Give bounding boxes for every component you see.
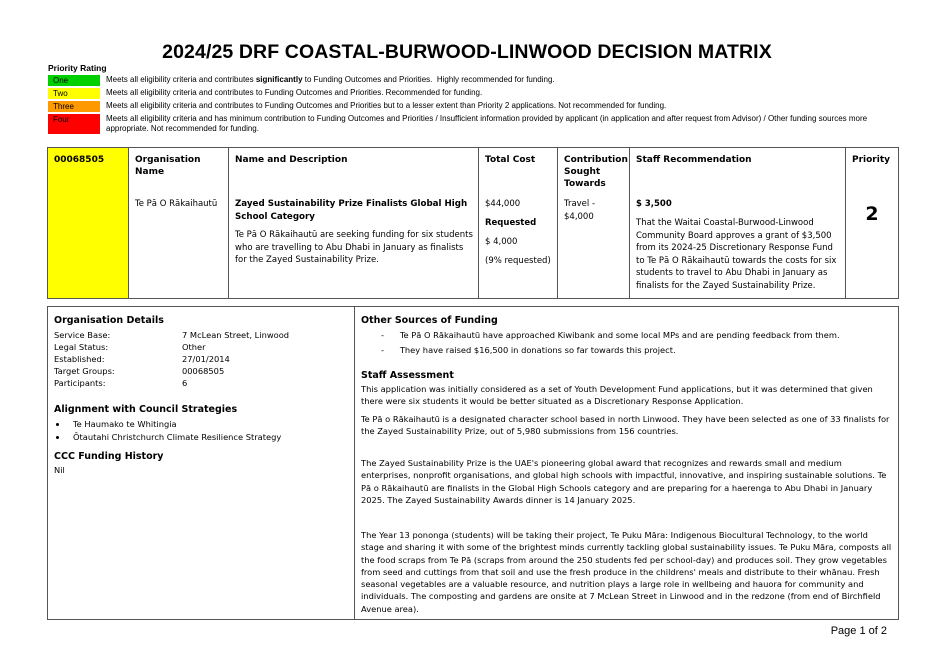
assessment-paragraph: This application was initially considered as a set of Youth Development Fund applications, but it was determined that given there were six students it would be better situated as a Discretionary Response Application. (361, 384, 873, 407)
matrix-col-priority (846, 148, 898, 298)
alignment-item-label: Te Haumako te Whitingia (73, 419, 177, 429)
other-source-text: Te Pā O Rākaihautū have approached Kiwibank and some local MPs and are pending feedback from them. (399, 330, 840, 340)
assessment-paragraph: The Zayed Sustainability Prize is the UAE's pioneering global award that recognizes and rewards small and medium enterprises, nonprofit organisations, and global high schools with impactful, innovative, and inspiring sustainable solutions. Te Pā o Rākaihautū are finalists in the Global High Schools category and are preparing for a haerenga to Abu Dhabi in January 2025. The Zayed Sustainability Awards dinner is 14 January 2025. (361, 458, 887, 505)
priority-desc-one: Meets all eligibility criteria and contributes significantly to Funding Outcomes and Priorities. Highly recommended for funding. (106, 75, 555, 84)
org-name-header: Organisation Name (135, 155, 201, 177)
alignment-item (56, 418, 177, 430)
funding-history-heading: CCC Funding History (54, 451, 164, 462)
project-title: Zayed Sustainability Prize Finalists Global High School Category (235, 199, 468, 222)
legal-status-value: Other (182, 342, 206, 352)
matrix-col-name (229, 148, 479, 298)
requested-percent: (9% requested) (485, 256, 551, 266)
target-groups-value: 00068505 (182, 366, 225, 376)
application-id: 00068505 (54, 155, 105, 165)
other-sources-heading: Other Sources of Funding (361, 315, 498, 326)
matrix-col-contribution (558, 148, 630, 298)
target-groups-label: Target Groups: (54, 366, 115, 376)
contribution-header: Contribution Sought Towards (564, 155, 628, 189)
details-left-panel (48, 307, 355, 619)
priority-chip-one: One (48, 75, 100, 86)
other-source-item: - Te Pā O Rākaihautū have approached Kiwibank and some local MPs and are pending feedback from them. (381, 330, 840, 340)
application-details (47, 306, 899, 620)
priority-row-one (48, 75, 100, 86)
participants-label: Participants: (54, 378, 106, 388)
project-description: Te Pā O Rākaihautū are seeking funding for six students who are travelling to Abu Dhabi in January as finalists for the Zayed Sustainability Prize. (235, 230, 473, 265)
priority-desc-four: Meets all eligibility criteria and has minimum contribution to Funding Outcomes and Priorities / Insufficient information provided by applicant (in application and after request from Advisor) / Other funding sources more appropriate. Not recommended for funding. (106, 114, 868, 133)
requested-value: $ 4,000 (485, 237, 518, 247)
org-details-heading: Organisation Details (54, 315, 164, 326)
priority-row-two (48, 88, 100, 99)
assessment-paragraph: The Year 13 pononga (students) will be taking their project, Te Puku Māra: Indigenous Biocultural Technology, to the world stage and sharing it with some of the brightest minds currently tackling global sustainability issues. Te Puku Māra, composts all the food scraps from Te Pā (scraps from around the 250 students fed per school-day) and produces soil. They grow vegetables from seed and cuttings from that soil and use the fresh produce in the childrens' meals and distribute to their whānau. Fresh seasonal vegetables are a valuable resource, and nutrition plays a large role in wellbeing and hauora for community and individuals. The composting and gardens are onsite at 7 McLean Street in Linwood and in the redzone (from end of Birchfield Avenue area). (361, 530, 892, 614)
funding-history-value: Nil (54, 465, 65, 475)
priority-chip-two: Two (48, 88, 100, 99)
bullet-icon (56, 423, 59, 426)
matrix-col-id (48, 148, 129, 298)
priority-desc-two: Meets all eligibility criteria and contributes to Funding Outcomes and Priorities. Recommended for funding. (106, 88, 483, 97)
participants-value: 6 (182, 378, 188, 388)
org-name-value: Te Pā O Rākaihautū (135, 199, 218, 209)
priority-desc-three: Meets all eligibility criteria and contributes to Funding Outcomes and Priorities but to a lesser extent than Priority 2 applications. Not recommended for funding. (106, 101, 667, 110)
page-number: Page 1 of 2 (830, 625, 887, 637)
priority-header: Priority (852, 155, 890, 165)
established-value: 27/01/2014 (182, 354, 230, 364)
alignment-item-label: Ōtautahi Christchurch Climate Resilience Strategy (73, 432, 282, 442)
alignment-item (56, 431, 281, 443)
decision-matrix (47, 147, 899, 299)
name-description-header: Name and Description (235, 155, 348, 165)
service-base-label: Service Base: (54, 330, 111, 340)
matrix-col-cost (479, 148, 558, 298)
details-right-panel (354, 307, 898, 619)
alignment-heading: Alignment with Council Strategies (54, 404, 238, 415)
staff-assessment-heading: Staff Assessment (361, 370, 454, 381)
staff-recommendation-amount: $ 3,500 (636, 199, 672, 209)
matrix-col-org (129, 148, 229, 298)
service-base-value: 7 McLean Street, Linwood (182, 330, 290, 340)
priority-chip-four: Four (48, 114, 100, 134)
other-source-item: - They have raised $16,500 in donations so far towards this project. (381, 345, 676, 355)
matrix-col-staff (630, 148, 846, 298)
bullet-icon (56, 436, 59, 439)
legal-status-label: Legal Status: (54, 342, 109, 352)
other-source-text: They have raised $16,500 in donations so far towards this project. (399, 345, 676, 355)
total-cost-header: Total Cost (485, 155, 536, 165)
priority-desc-one-emphasis: significantly (255, 75, 303, 84)
priority-row-four (48, 114, 100, 134)
priority-chip-three: Three (48, 101, 100, 112)
priority-row-three (48, 101, 100, 112)
staff-recommendation-text: That the Waitai Coastal-Burwood-Linwood Community Board approves a grant of $3,500 from its 2024-25 Discretionary Response Fund to Te Pā O Rākaihautū towards the costs for six students to travel to Abu Dhabi in January as finalists for the Zayed Sustainability Prize. (636, 218, 837, 291)
priority-value: 2 (865, 203, 879, 225)
priority-rating-heading: Priority Rating (48, 63, 107, 73)
contribution-value: Travel - $4,000 (564, 199, 596, 222)
document-title: 2024/25 DRF COASTAL-BURWOOD-LINWOOD DECISION MATRIX (162, 41, 772, 63)
established-label: Established: (54, 354, 105, 364)
assessment-paragraph: Te Pā o Rākaihautū is a designated character school based in north Linwood. They have been selected as one of 33 finalists for the Zayed Sustainability Prize, out of 5,980 submissions from 156 countries. (361, 414, 890, 437)
total-cost-value: $44,000 (485, 199, 521, 209)
requested-label: Requested (485, 218, 537, 228)
staff-recommendation-header: Staff Recommendation (636, 155, 752, 165)
